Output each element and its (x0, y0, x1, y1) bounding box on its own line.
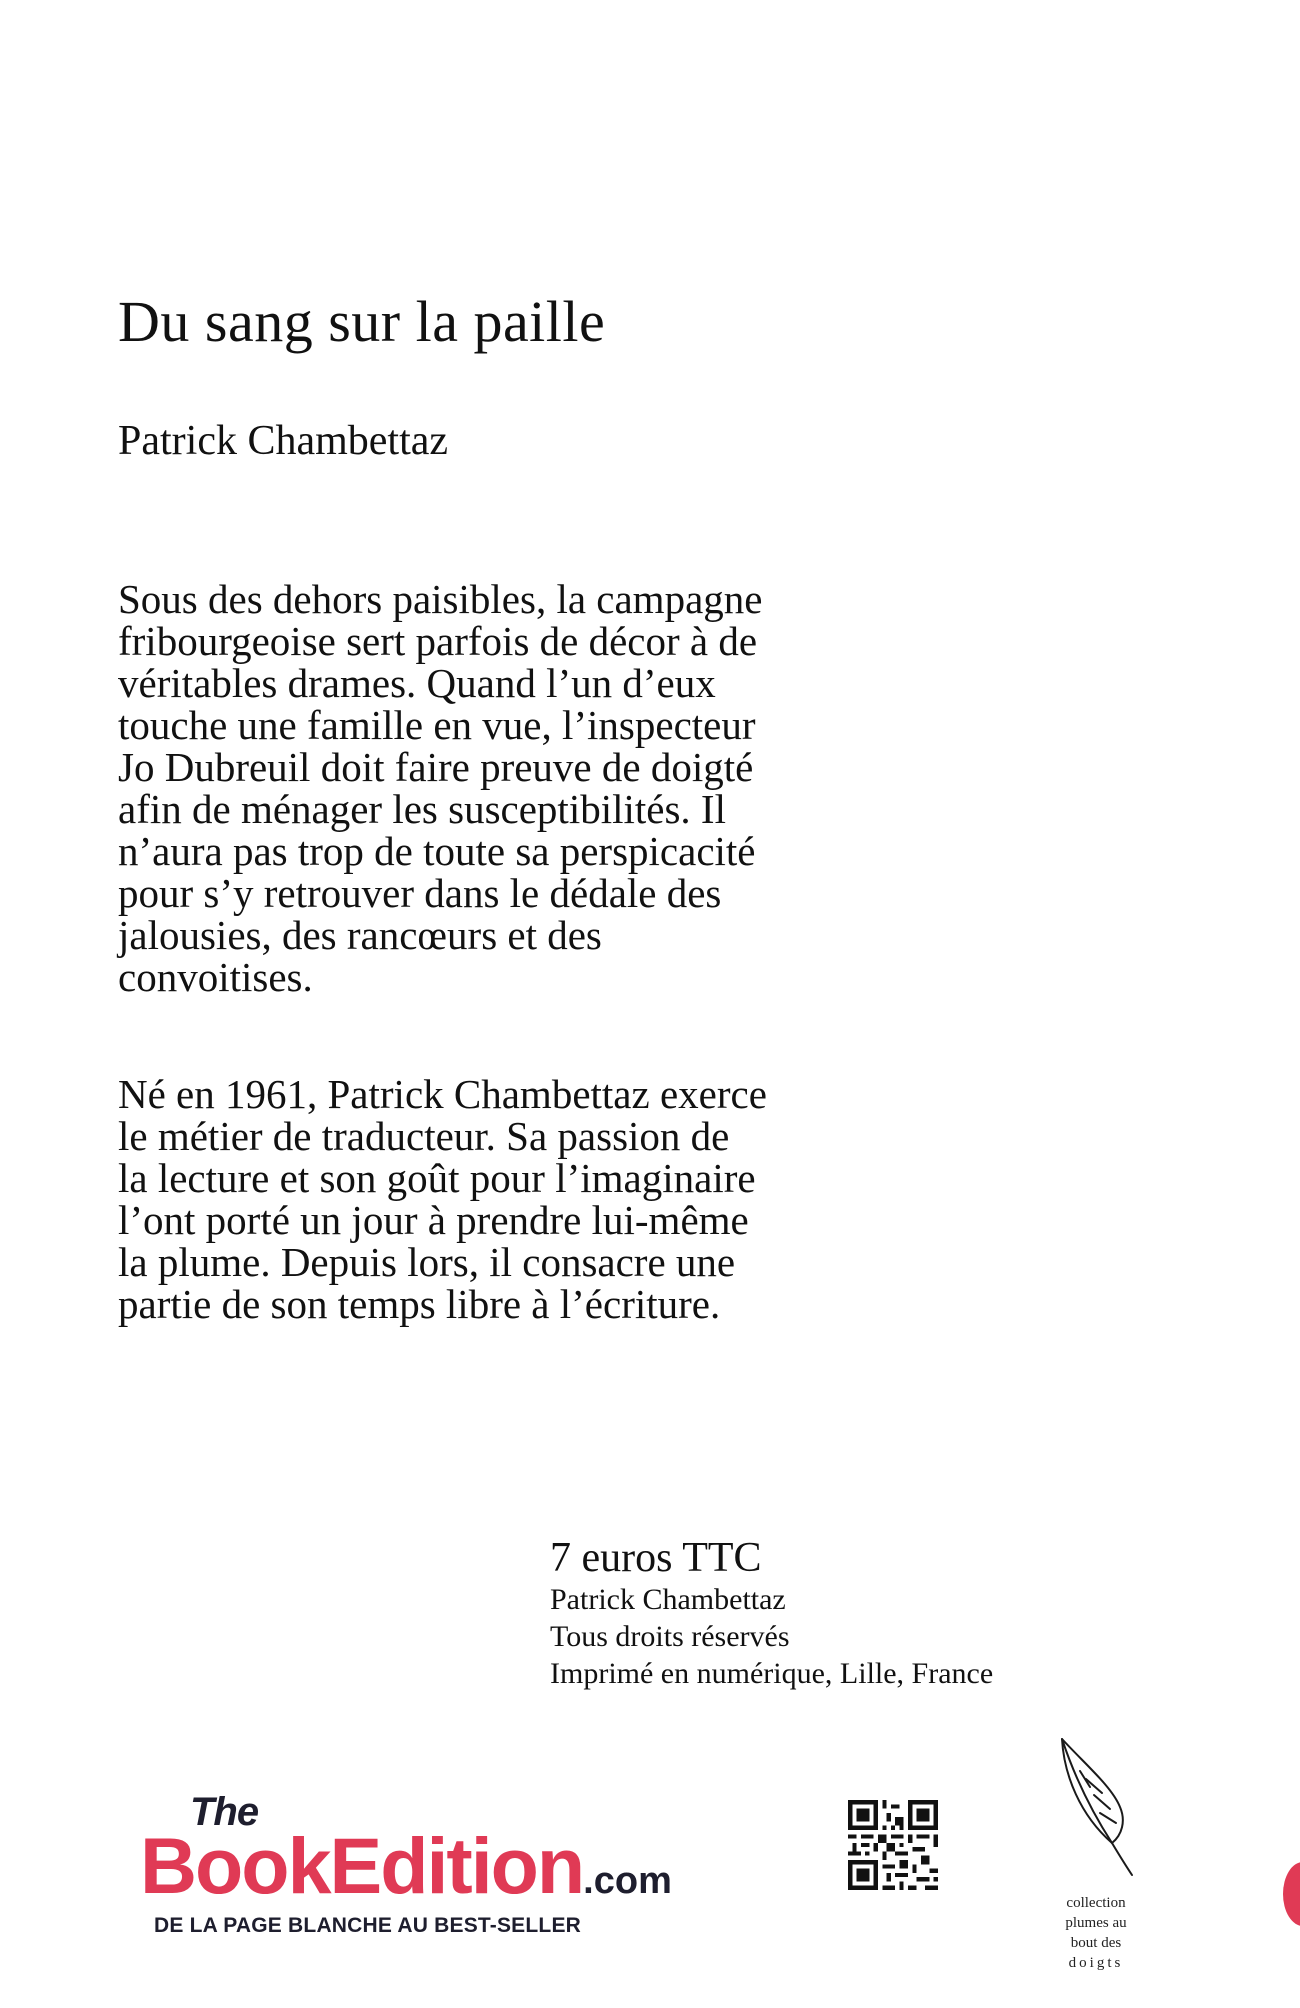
collection-line: doigts (1068, 1955, 1124, 1971)
colophon (550, 1535, 993, 1692)
book-author: Patrick Chambettaz (118, 418, 449, 464)
logo-tagline: DE LA PAGE BLANCHE AU BEST-SELLER (154, 1914, 582, 1937)
colophon-author: Patrick Chambettaz (550, 1583, 786, 1616)
author-bio (118, 1073, 978, 1325)
qr-code-icon (848, 1800, 938, 1890)
synopsis (118, 578, 978, 998)
book-title: Du sang sur la paille (118, 289, 606, 354)
collection-line: plumes au (1065, 1915, 1127, 1931)
bio-line: l’ont porté un jour à prendre lui-même (118, 1197, 749, 1243)
collection-line: bout des (1070, 1935, 1122, 1951)
synopsis-line: Sous des dehors paisibles, la campagne (118, 576, 763, 622)
collection-label (1052, 1893, 1140, 1973)
bio-line: la lecture et son goût pour l’imaginaire (118, 1155, 756, 1201)
edge-mark (1283, 1862, 1300, 1926)
bio-line: le métier de traducteur. Sa passion de (118, 1113, 730, 1159)
synopsis-line: jalousies, des rancœurs et des (118, 912, 602, 958)
price: 7 euros TTC (550, 1535, 762, 1581)
synopsis-line: véritables drames. Quand l’un d’eux (118, 660, 716, 706)
synopsis-line: Jo Dubreuil doit faire preuve de doigté (118, 744, 754, 790)
bio-line: partie de son temps libre à l’écriture. (118, 1281, 721, 1327)
logo-wordmark (140, 1820, 672, 1912)
logo-name: BookEdition (140, 1821, 584, 1910)
bio-line: Né en 1961, Patrick Chambettaz exerce (118, 1071, 767, 1117)
bio-line: la plume. Depuis lors, il consacre une (118, 1239, 736, 1285)
synopsis-line: pour s’y retrouver dans le dédale des (118, 870, 722, 916)
quill-icon (1050, 1735, 1140, 1880)
collection-line: collection (1066, 1895, 1126, 1911)
colophon-rights: Tous droits réservés (550, 1620, 790, 1653)
synopsis-line: n’aura pas trop de toute sa perspicacité (118, 828, 756, 874)
synopsis-line: touche une famille en vue, l’inspecteur (118, 702, 756, 748)
synopsis-line: fribourgeoise sert parfois de décor à de (118, 618, 758, 664)
logo-the: The (190, 1790, 259, 1834)
synopsis-line: afin de ménager les susceptibilités. Il (118, 786, 726, 832)
colophon-printed: Imprimé en numérique, Lille, France (550, 1657, 994, 1690)
synopsis-line: convoitises. (118, 954, 313, 1000)
logo-tld: .com (583, 1860, 672, 1902)
